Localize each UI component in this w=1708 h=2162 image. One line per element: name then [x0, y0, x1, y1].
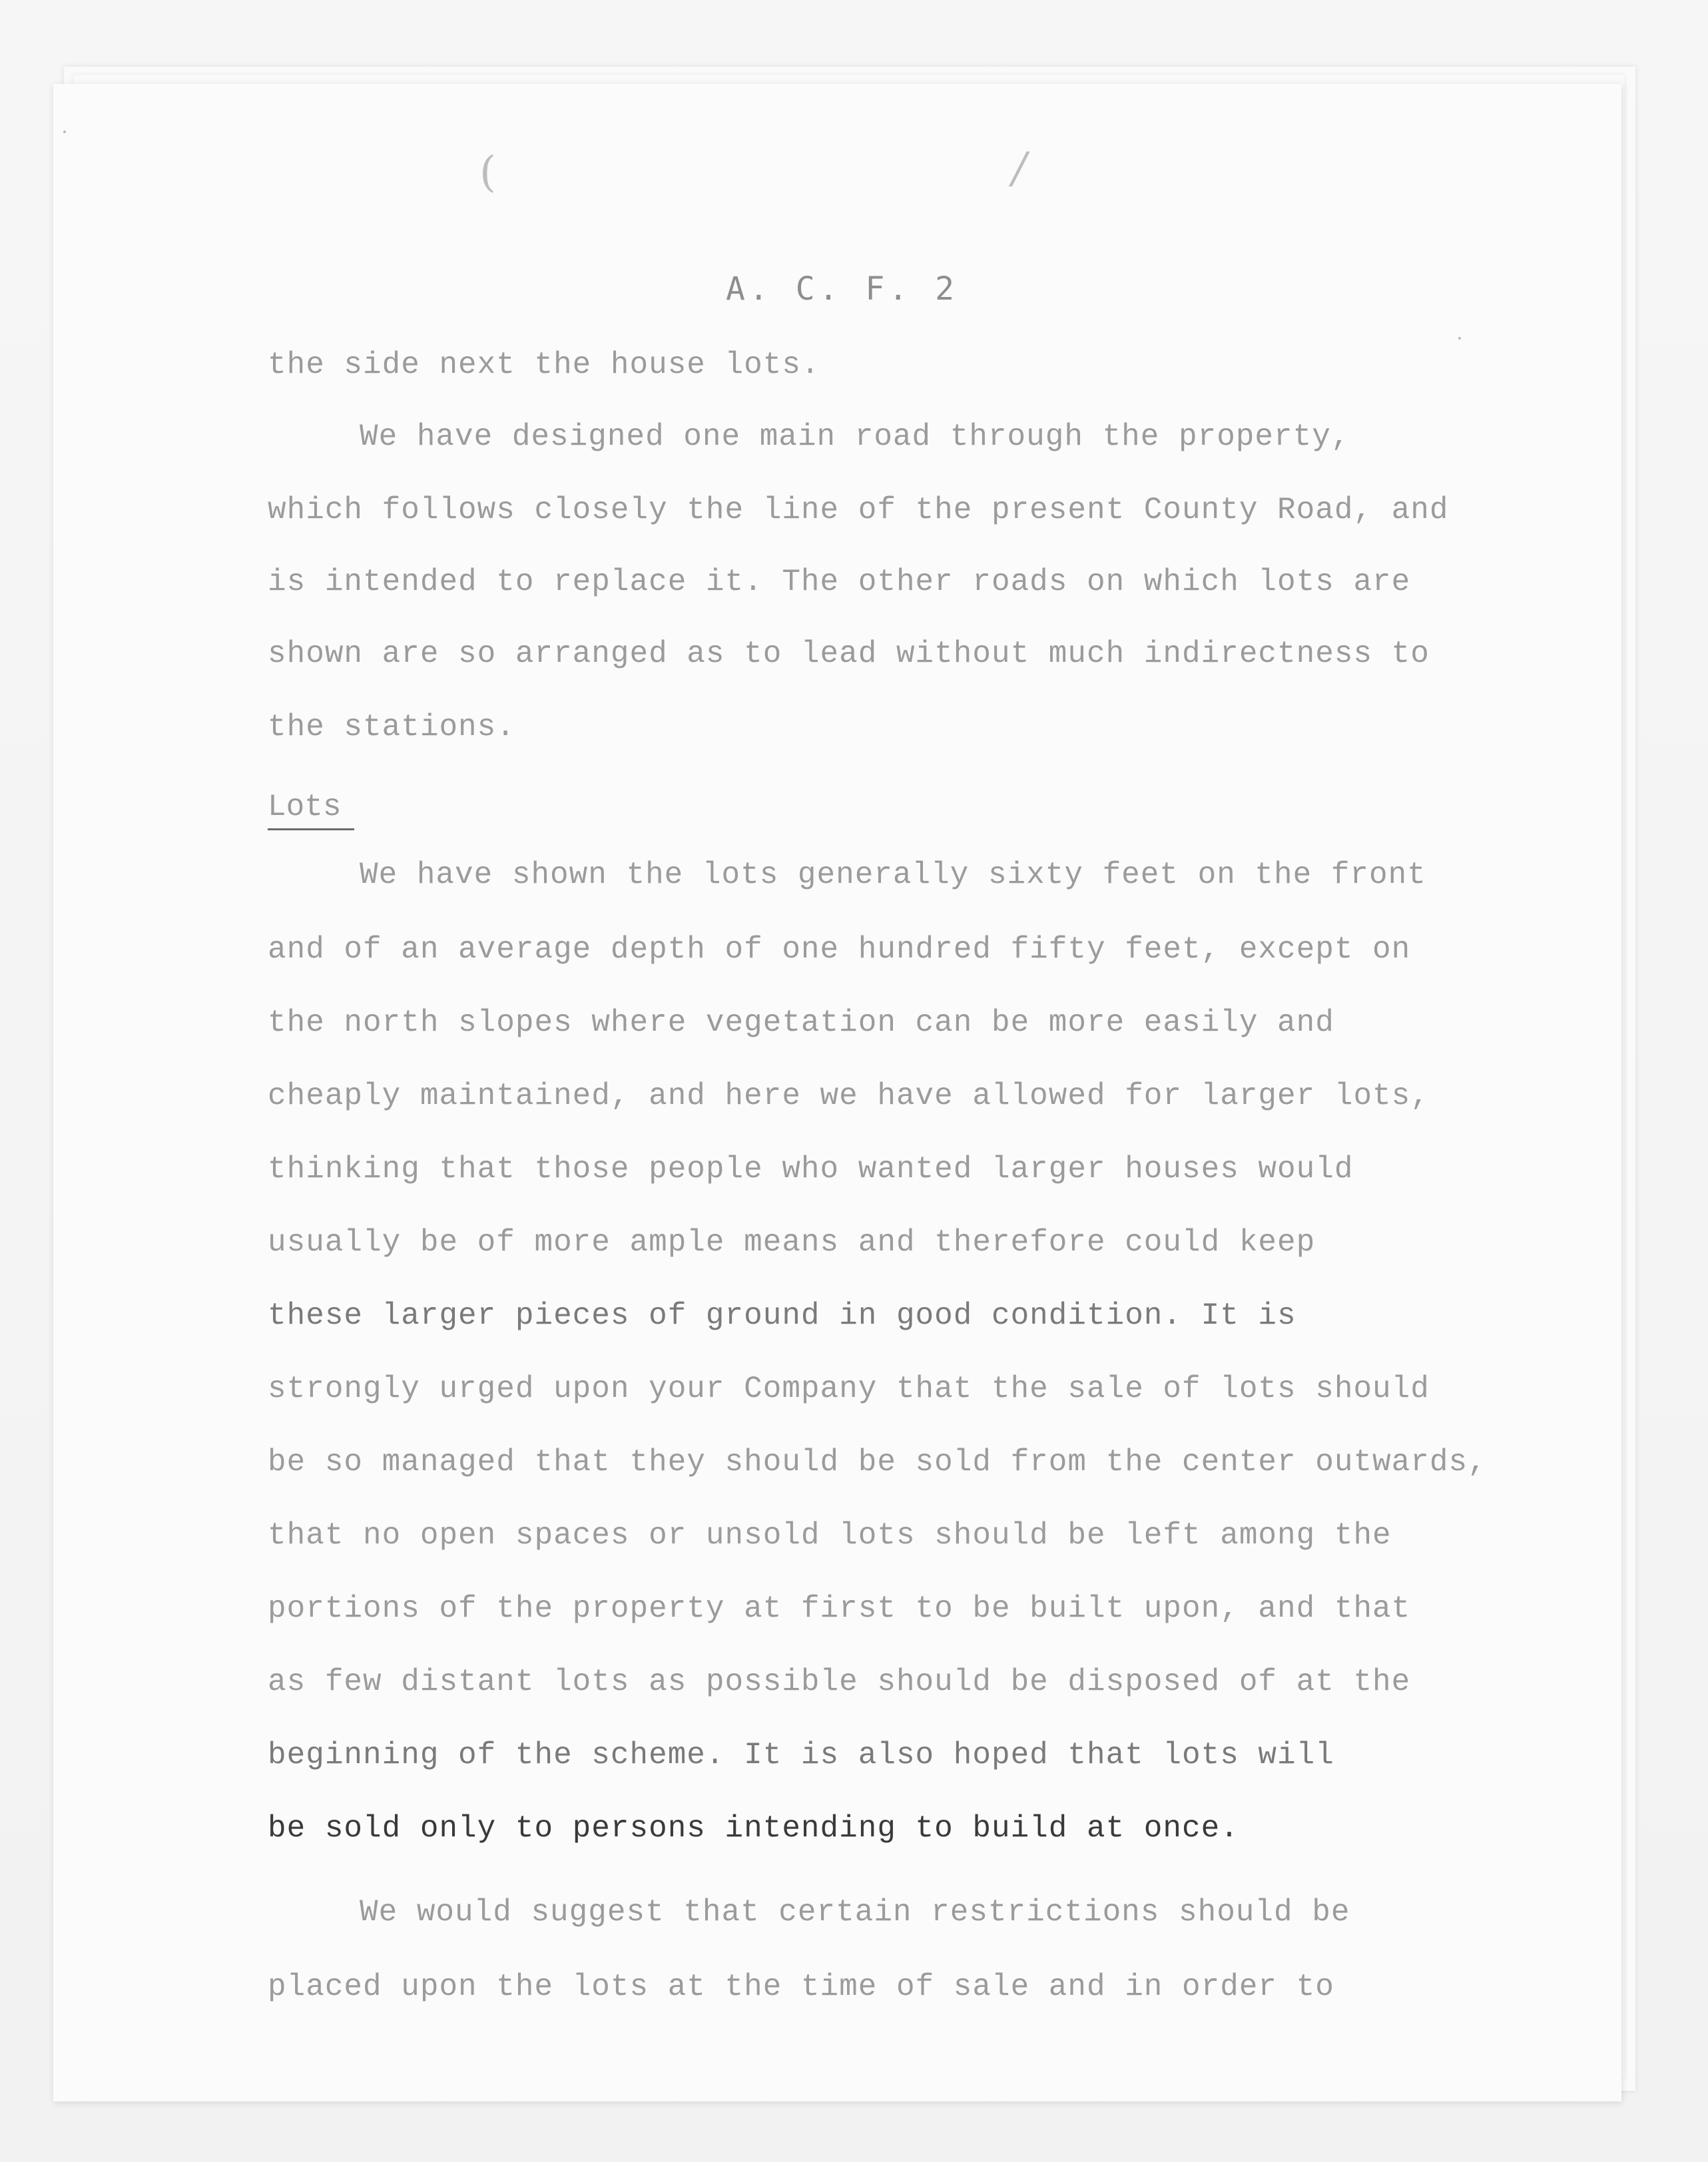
- text-line-5: shown are so arranged as to lead without much indirectness to: [268, 637, 1430, 671]
- page-mark-right: /: [1012, 144, 1027, 193]
- text-line-6: the stations.: [268, 710, 515, 744]
- text-line-8: and of an average depth of one hundred fifty feet, except on: [268, 932, 1411, 967]
- text-line-19: beginning of the scheme. It is also hoped that lots will: [268, 1738, 1334, 1772]
- text-line-10: cheaply maintained, and here we have allowed for larger lots,: [268, 1079, 1430, 1113]
- text-line-3: which follows closely the line of the present County Road, and: [268, 493, 1449, 527]
- text-line-17: portions of the property at first to be built upon, and that: [268, 1591, 1411, 1626]
- page-heading: A. C. F. 2: [726, 270, 958, 308]
- text-line-16: that no open spaces or unsold lots should be left among the: [268, 1518, 1392, 1553]
- section-underline: [268, 828, 354, 830]
- text-line-18: as few distant lots as possible should be disposed of at the: [268, 1665, 1411, 1699]
- text-line-13: these larger pieces of ground in good condition. It is: [268, 1298, 1296, 1333]
- text-line-14: strongly urged upon your Company that the sale of lots should: [268, 1372, 1430, 1406]
- text-line-1: the side next the house lots.: [268, 348, 820, 382]
- text-line-20: be sold only to persons intending to build at once.: [268, 1811, 1239, 1846]
- text-line-9: the north slopes where vegetation can be more easily and: [268, 1005, 1334, 1040]
- section-heading-lots: Lots: [268, 790, 342, 824]
- text-line-21: We would suggest that certain restrictions should be: [360, 1895, 1350, 1930]
- text-line-7: We have shown the lots generally sixty feet on the front: [360, 858, 1426, 892]
- text-line-12: usually be of more ample means and therefore could keep: [268, 1225, 1316, 1260]
- text-line-22: placed upon the lots at the time of sale and in order to: [268, 1970, 1334, 2004]
- text-line-2: We have designed one main road through the property,: [360, 419, 1350, 454]
- typewritten-page: [53, 84, 1621, 2101]
- text-line-4: is intended to replace it. The other roads on which lots are: [268, 565, 1411, 599]
- page-mark-left: (: [479, 148, 496, 197]
- scan-speck: [63, 131, 66, 133]
- text-line-15: be so managed that they should be sold from the center outwards,: [268, 1445, 1487, 1480]
- text-line-11: thinking that those people who wanted larger houses would: [268, 1152, 1354, 1187]
- scan-speck: [1458, 337, 1461, 340]
